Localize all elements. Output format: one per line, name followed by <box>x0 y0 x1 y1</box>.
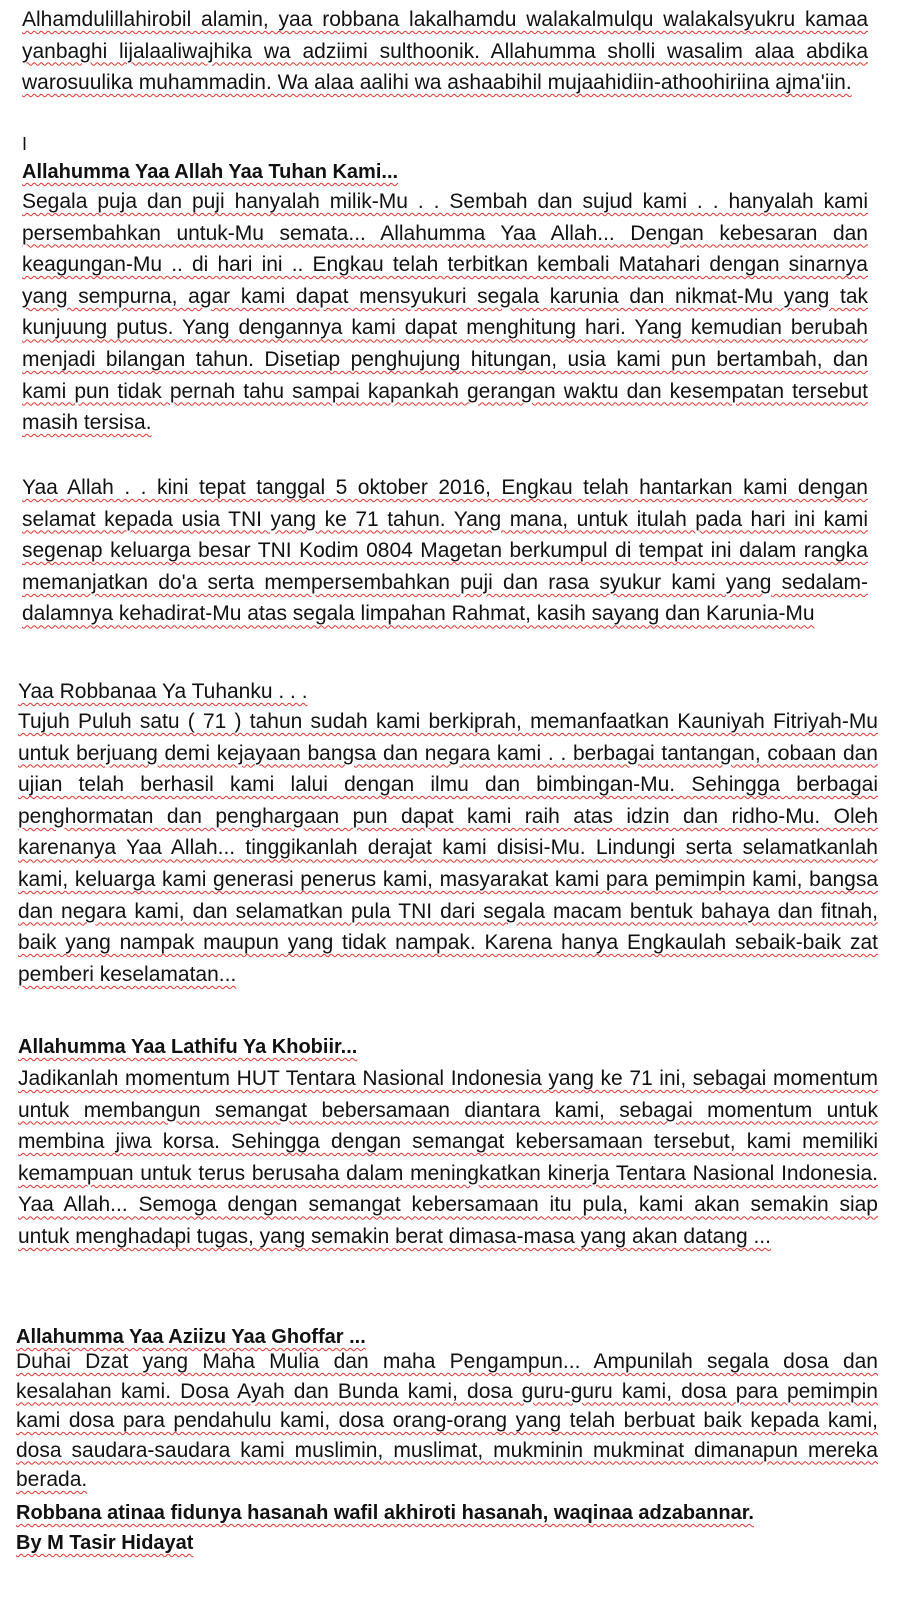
paragraph-yaa-allah-kini: Yaa Allah . . kini tepat tanggal 5 oktober 2016, Engkau telah hantarkan kami dengan selamat kepada usia TNI yang ke 71 tahun. Yang mana, untuk itulah pada hari ini kami segenap keluarga besar TNI Kodim 0804 Magetan berkumpul di tempat ini dalam rangka memanjatkan do'a serta mempersembahkan puji dan rasa syukur kami yang sedalam-dalamnya kehadirat-Mu atas segala limpahan Rahmat, kasih sayang dan Karunia-Mu <box>22 476 868 626</box>
heading-allahumma-yaa-allah: Allahumma Yaa Allah Yaa Tuhan Kami... <box>22 161 399 183</box>
paragraph-segala-puja: Segala puja dan puji hanyalah milik-Mu . . Sembah dan sujud kami . . hanyalah kami persembahkan untuk-Mu semata... Allahumma Yaa Allah... Dengan kebesaran dan keagungan-Mu .. di hari ini .. Engkau telah terbitkan kembali Matahari dengan sinarnya yang sempurna, agar kami dapat mensyukuri segala karunia dan nikmat-Mu yang tak kunjuung putus. Yang dengannya kami dapat menghitung hari. Yang kemudian berubah menjadi bilangan tahun. Disetiap penghujung hitungan, usia kami pun bertambah, dan kami pun tidak pernah tahu sampai kapankah gerangan waktu dan kesempatan tersebut masih tersisa. <box>22 190 868 435</box>
paragraph-tujuh-puluh-satu: Tujuh Puluh satu ( 71 ) tahun sudah kami berkiprah, memanfaatkan Kauniyah Fitriyah-Mu untuk berjuang demi kejayaan bangsa dan negara kami . . berbagai tantangan, cobaan dan ujian telah berhasil kami lalui dengan ilmu dan bimbingan-Mu. Sehingga berbagai penghormatan dan penghargaan pun dapat kami raih atas idzin dan ridho-Mu. Oleh karenanya Yaa Allah... tinggikanlah derajat kami disisi-Mu. Lindungi serta selamatkanlah kami, keluarga kami generasi penerus kami, masyarakat kami para pemimpin kami, bangsa dan negara kami, dan selamatkan pula TNI dari segala macam bentuk bahaya dan fitnah, baik yang nampak maupun yang tidak nampak. Karena hanya Engkaulah sebaik-baik zat pemberi keselamatan... <box>18 710 878 986</box>
heading-yaa-robbanaa: Yaa Robbanaa Ya Tuhanku . . . <box>18 680 308 703</box>
paragraph-jadikanlah: Jadikanlah momentum HUT Tentara Nasional Indonesia yang ke 71 ini, sebagai momentum untuk membangun semangat bebersamaan diantara kami, sebagai momentum untuk membina jiwa korsa. Sehingga dengan semangat kebersamaan tersebut, kami memiliki kemampuan untuk terus berusaha dalam meningkatkan kinerja Tentara Nasional Indonesia. Yaa Allah... Semoga dengan semangat kebersamaan itu pula, kami akan semakin siap untuk menghadapi tugas, yang semakin berat dimasa-masa yang akan datang ... <box>18 1067 878 1248</box>
paragraph-duhai-dzat: Duhai Dzat yang Maha Mulia dan maha Pengampun... Ampunilah segala dosa dan kesalahan kami. Dosa Ayah dan Bunda kami, dosa guru-guru kami, dosa para pemimpin kami dosa para pendahulu kami, dosa orang-orang yang telah berbuat baik kepada kami, dosa saudara-saudara kami muslimin, muslimat, mukminin mukminat dimanapun mereka berada. <box>16 1350 878 1491</box>
heading-yaa-lathifu: Allahumma Yaa Lathifu Ya Khobiir... <box>18 1036 358 1058</box>
text-cursor: I <box>22 134 28 154</box>
closing-prayer: Robbana atinaa fidunya hasanah wafil akhiroti hasanah, waqinaa adzabannar. <box>16 1502 754 1524</box>
heading-yaa-aziizu: Allahumma Yaa Aziizu Yaa Ghoffar ... <box>16 1326 366 1348</box>
intro-paragraph: Alhamdulillahirobil alamin, yaa robbana lakalhamdu walakalmulqu walakalsyukru kamaa yanbaghi lijalaaliwajhika wa adziimi sulthoonik. Allahumma sholli wasalim alaa abdika warosuulika muhammadin. Wa alaa aalihi wa ashaabihil mujaahidiin-athoohiriina ajma'iin. <box>22 8 868 95</box>
author-credit: By M Tasir Hidayat <box>16 1532 194 1554</box>
